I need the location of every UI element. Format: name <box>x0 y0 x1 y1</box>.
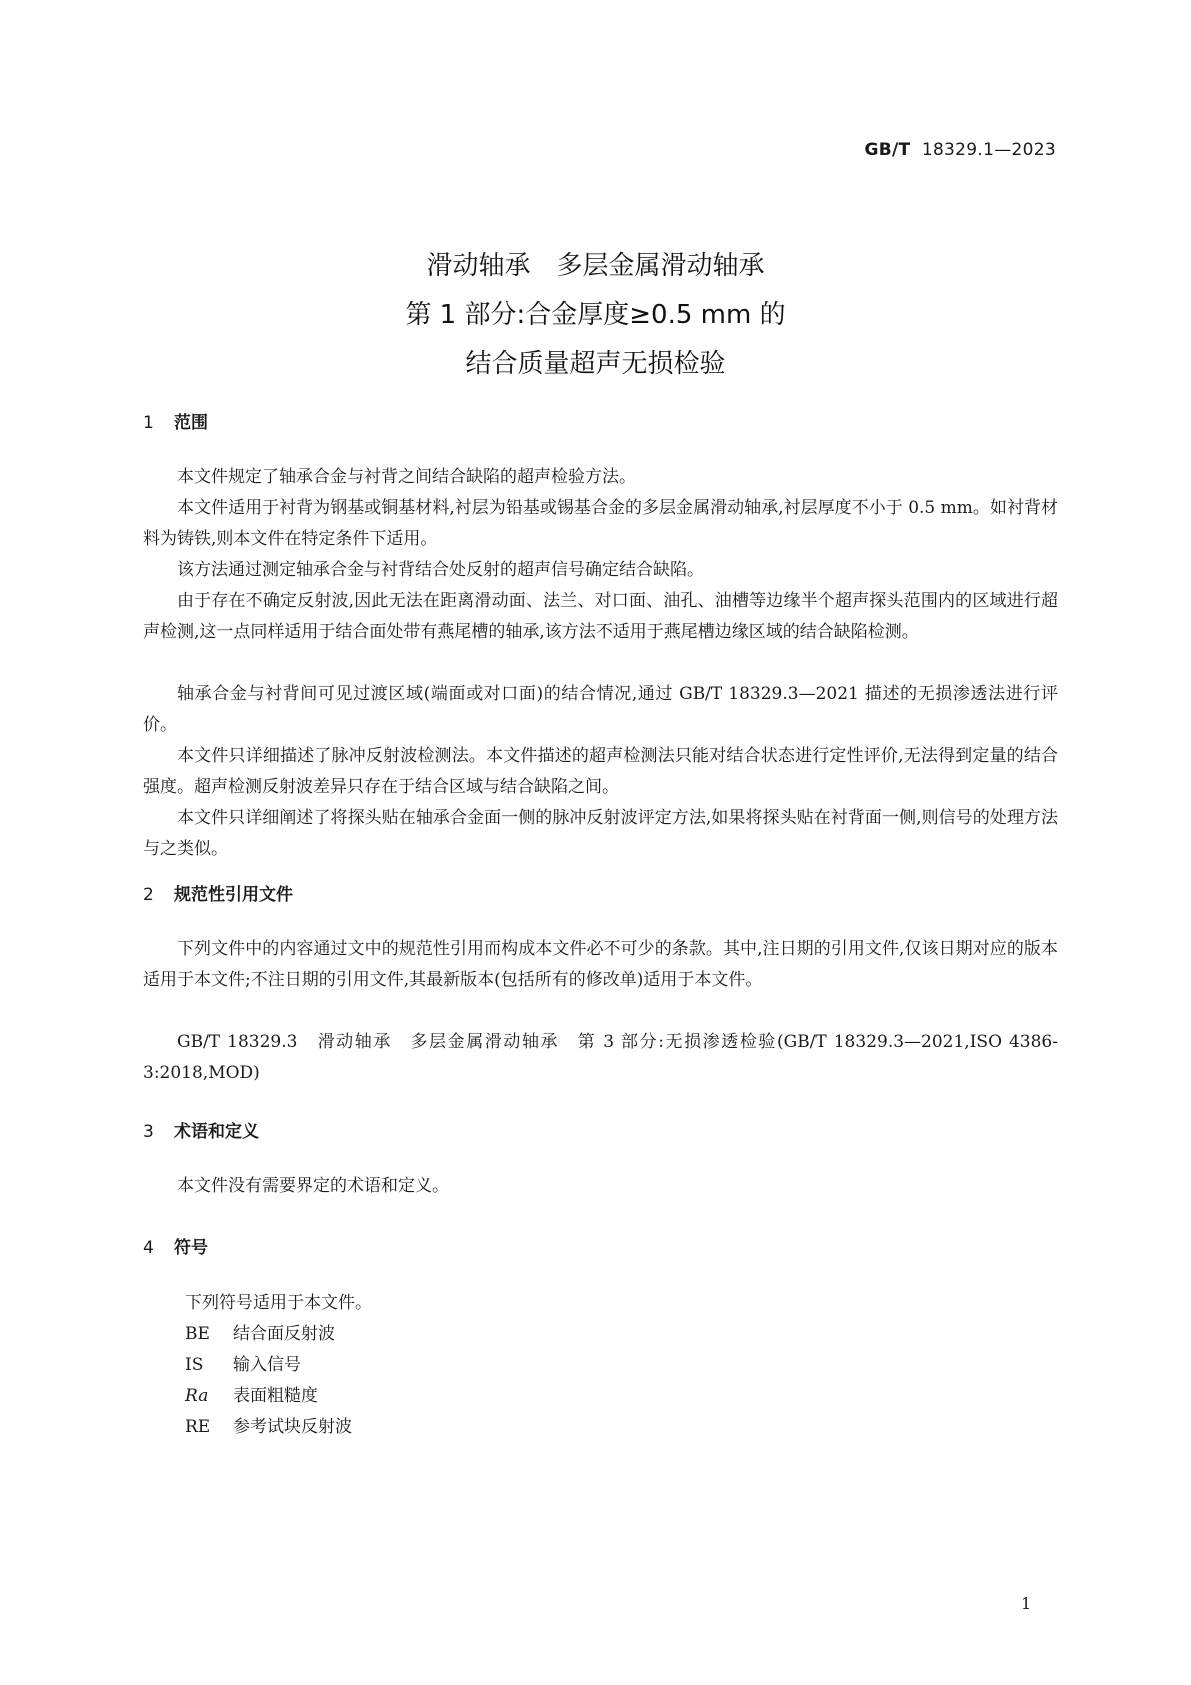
document-title <box>0 242 1191 389</box>
paragraph: 本文件规定了轴承合金与衬背之间结合缺陷的超声检验方法。 <box>177 467 636 487</box>
symbol-row <box>185 1319 335 1350</box>
symbol-row <box>185 1412 352 1443</box>
symbol-row <box>185 1381 318 1412</box>
section-title: 术语和定义 <box>174 1122 259 1142</box>
section-title: 符号 <box>174 1238 208 1258</box>
symbols-intro: 下列符号适用于本文件。 <box>185 1293 372 1313</box>
section-1-heading <box>143 408 208 433</box>
title-line-2: 第 1 部分:合金厚度≥0.5 mm 的 <box>405 300 786 330</box>
standard-prefix: GB/T <box>864 140 911 160</box>
paragraph: 轴承合金与衬背间可见过渡区域(端面或对口面)的结合情况,通过 GB/T 18329.3—2021 描述的无损渗透法进行评价。 <box>143 684 1058 735</box>
section-title: 范围 <box>174 413 208 433</box>
title-line-3: 结合质量超声无损检验 <box>465 349 726 379</box>
section-number: 3 <box>143 1122 154 1142</box>
reference-entry: GB/T 18329.3 滑动轴承 多层金属滑动轴承 第 3 部分:无损渗透检验(GB/T 18329.3—2021,ISO 4386-3:2018,MOD) <box>143 1032 1058 1083</box>
section-number: 1 <box>143 413 154 433</box>
symbol-description: 输入信号 <box>233 1355 301 1375</box>
title-line-1: 滑动轴承 多层金属滑动轴承 <box>426 251 765 281</box>
paragraph: 该方法通过测定轴承合金与衬背结合处反射的超声信号确定结合缺陷。 <box>177 560 704 580</box>
symbol: BE <box>185 1324 210 1344</box>
symbol-description: 表面粗糙度 <box>233 1386 318 1406</box>
symbol-description: 结合面反射波 <box>233 1324 335 1344</box>
section-4-heading <box>143 1233 208 1258</box>
paragraph: 由于存在不确定反射波,因此无法在距离滑动面、法兰、对口面、油孔、油槽等边缘半个超声探头范围内的区域进行超声检测,这一点同样适用于结合面处带有燕尾槽的轴承,该方法不适用于燕尾槽边缘区域的结合缺陷检测。 <box>143 591 1058 642</box>
paragraph: 本文件只详细阐述了将探头贴在轴承合金面一侧的脉冲反射波评定方法,如果将探头贴在衬背面一侧,则信号的处理方法与之类似。 <box>143 808 1058 859</box>
paragraph: 下列文件中的内容通过文中的规范性引用而构成本文件必不可少的条款。其中,注日期的引用文件,仅该日期对应的版本适用于本文件;不注日期的引用文件,其最新版本(包括所有的修改单)适用于本文件。 <box>143 939 1058 990</box>
section-2-heading <box>143 880 293 905</box>
section-number: 4 <box>143 1238 154 1258</box>
standard-code: 18329.1—2023 <box>921 140 1056 160</box>
paragraph: 本文件只详细描述了脉冲反射波检测法。本文件描述的超声检测法只能对结合状态进行定性评价,无法得到定量的结合强度。超声检测反射波差异只存在于结合区域与结合缺陷之间。 <box>143 746 1058 797</box>
symbol: RE <box>185 1417 211 1437</box>
section-title: 规范性引用文件 <box>174 885 293 905</box>
symbol: Ra <box>185 1386 209 1406</box>
symbol: IS <box>185 1355 204 1375</box>
paragraph: 本文件没有需要界定的术语和定义。 <box>177 1176 449 1196</box>
section-3-heading <box>143 1117 259 1142</box>
symbol-description: 参考试块反射波 <box>233 1417 352 1437</box>
section-number: 2 <box>143 885 154 905</box>
page-number: 1 <box>1021 1594 1032 1613</box>
symbol-row <box>185 1350 301 1381</box>
paragraph: 本文件适用于衬背为钢基或铜基材料,衬层为铅基或锡基合金的多层金属滑动轴承,衬层厚度不小于 0.5 mm。如衬背材料为铸铁,则本文件在特定条件下适用。 <box>143 498 1058 549</box>
standard-number <box>864 140 1056 160</box>
